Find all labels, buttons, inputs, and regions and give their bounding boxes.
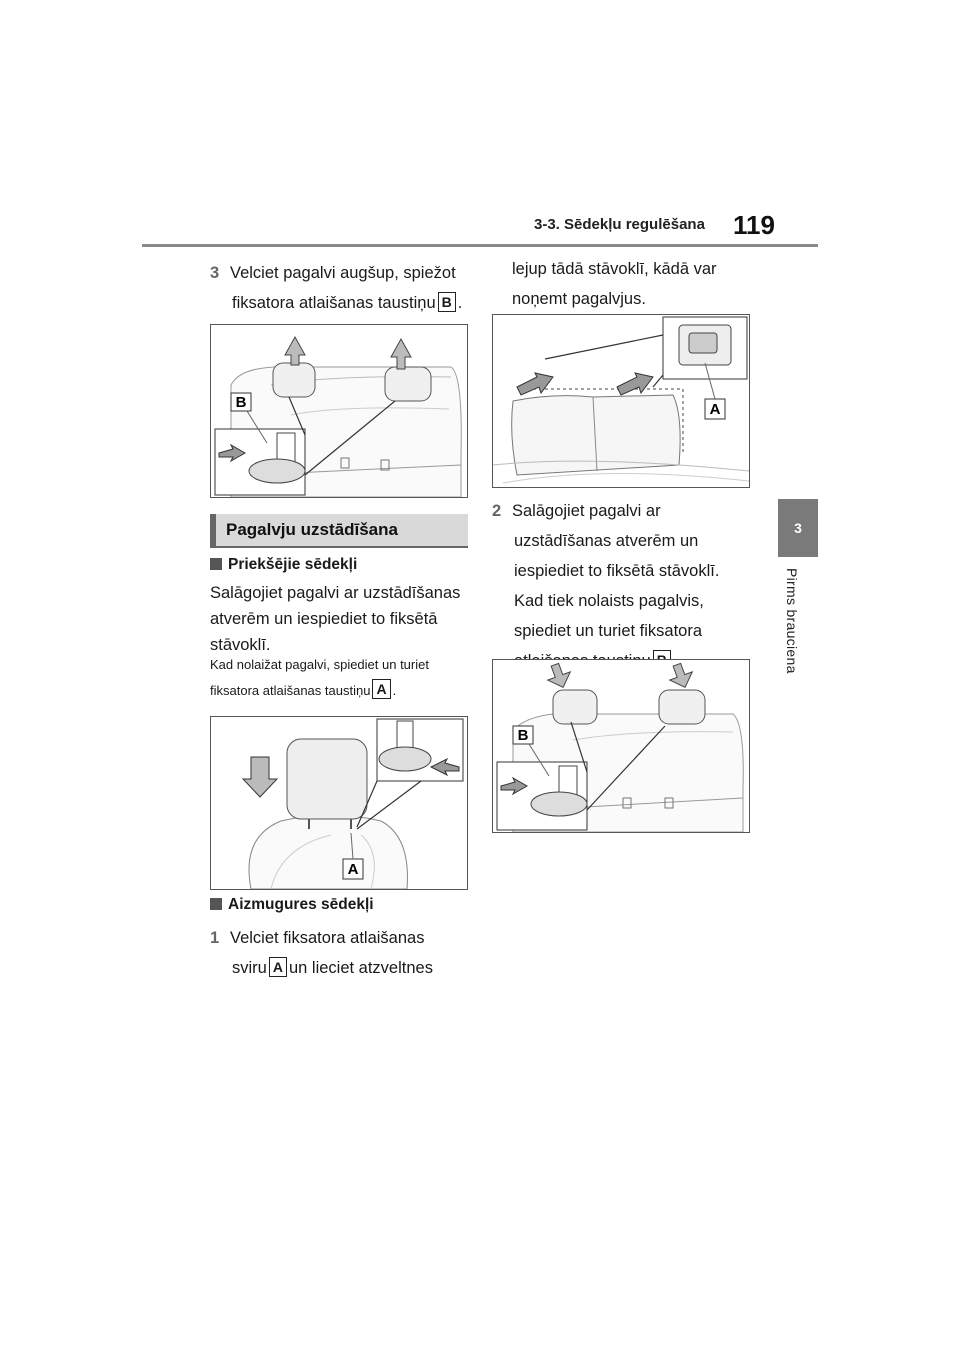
paragraph-line: stāvoklī.	[210, 636, 271, 654]
step-text: Kad tiek nolaists pagalvis,	[514, 592, 704, 610]
front-seats-heading	[210, 556, 357, 574]
chapter-label: Pirms brauciena	[784, 568, 800, 674]
step-1-continued	[512, 256, 717, 312]
step-text: uzstādīšanas atverēm un	[514, 532, 699, 550]
chapter-tab: 3	[778, 499, 818, 557]
page-number: 119	[733, 210, 775, 240]
square-bullet-icon	[210, 558, 222, 570]
key-label: A	[269, 957, 287, 977]
step-text: un lieciet atzveltnes	[288, 959, 433, 977]
paragraph-line: atverēm un iespiediet to fiksētā	[210, 610, 438, 628]
subsection-heading: Priekšējie sēdekļi	[228, 556, 358, 573]
step-1	[210, 925, 433, 981]
front-seats-note: Kad nolaižat pagalvi, spiediet un turiet fiksatora atlaišanas taustiņu A .	[210, 652, 429, 704]
figure-callout-label: B	[517, 727, 529, 744]
rear-seats-heading	[210, 896, 374, 914]
step-text: sviru	[232, 959, 267, 977]
figure-callout-label: A	[347, 861, 359, 878]
paragraph-line: Salāgojiet pagalvi ar uzstādīšanas	[210, 584, 461, 602]
figure-rear-headrest-raise	[210, 324, 468, 498]
figure-callout-label: B	[235, 394, 247, 411]
section-title: 3-3. Sēdekļu regulēšana	[534, 216, 705, 233]
step-text: fiksatora atlaišanas taustiņu	[232, 294, 436, 312]
key-label: A	[372, 679, 390, 699]
key-label: B	[438, 292, 456, 312]
step-text: spiediet un turiet fiksatora	[514, 622, 703, 640]
figure-rear-headrest-install	[492, 659, 750, 833]
step-2	[492, 498, 719, 674]
square-bullet-icon	[210, 898, 222, 910]
front-seats-instructions	[210, 580, 460, 658]
figure-seatback-fold	[492, 314, 750, 488]
step-3: 3 Velciet pagalvi augšup, spiežot fiksatora atlaišanas taustiņu B .	[210, 260, 462, 316]
step-text: iespiediet to fiksētā stāvoklī.	[514, 562, 720, 580]
header-divider	[142, 244, 818, 247]
note-line: Kad nolaižat pagalvi, spiediet un turiet	[210, 657, 429, 672]
step-number: 2	[492, 502, 502, 520]
section-header	[210, 514, 468, 548]
note-line: fiksatora atlaišanas taustiņu	[210, 683, 371, 698]
step-text: Velciet fiksatora atlaišanas	[230, 929, 425, 947]
step-text: Velciet pagalvi augšup, spiežot	[230, 264, 456, 282]
subsection-heading: Aizmugures sēdekļi	[228, 896, 374, 913]
step-text: Salāgojiet pagalvi ar	[512, 502, 661, 520]
figure-callout-label: A	[709, 401, 721, 418]
step-number: 1	[210, 929, 220, 947]
paragraph-line: noņemt pagalvjus.	[512, 290, 646, 308]
paragraph-line: lejup tādā stāvoklī, kādā var	[512, 260, 717, 278]
section-header-title: Pagalvju uzstādīšana	[226, 520, 398, 539]
step-number: 3	[210, 264, 220, 282]
figure-front-headrest-install	[210, 716, 468, 890]
